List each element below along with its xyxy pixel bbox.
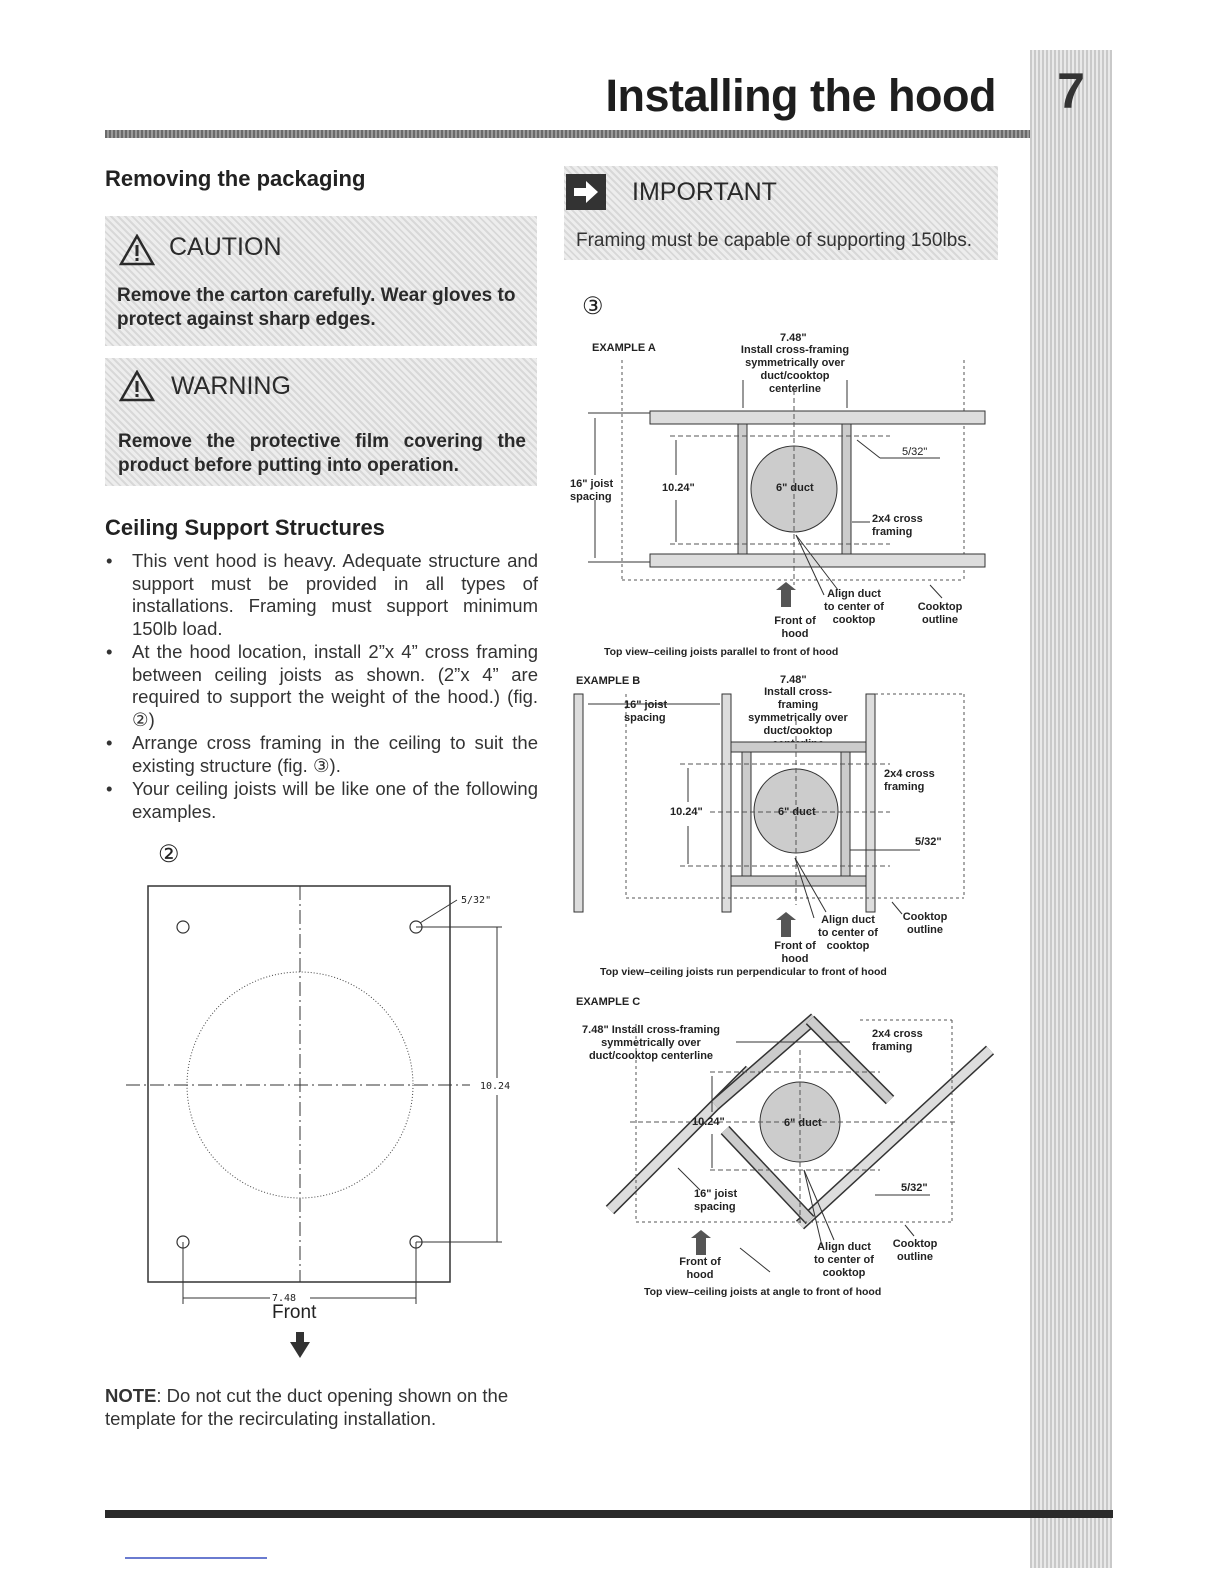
example-a-caption: Top view–ceiling joists parallel to front of hood [604,646,839,658]
example-c-caption: Top view–ceiling joists at angle to front of hood [644,1286,882,1298]
example-c-front: Front of hood [679,1256,721,1281]
figure-3-number: ③ [582,292,604,320]
example-c-cooktop: Cooktop outline [892,1238,938,1263]
footer-blue-bar [125,1557,267,1559]
arrow-right-icon [566,174,606,210]
example-a-label: EXAMPLE A [592,342,656,354]
header-rule [105,130,1030,138]
note-paragraph [105,1384,535,1430]
bullet-item: • This vent hood is heavy. Adequate structure and support must be provided in all types of installations. Framing must support minimum 150lb load. [104,550,538,640]
warning-triangle-icon [119,370,155,402]
example-b-dim-small: 5/32" [915,836,942,848]
example-b-dim-top: 7.48" [780,674,807,686]
example-a-align: Align duct to center of cooktop [824,588,884,626]
example-a-framing: 2x4 cross framing [872,513,923,538]
example-c-dim-small: 5/32" [901,1182,928,1194]
page-title: Installing the hood [605,70,996,121]
example-b-front: Front of hood [774,940,816,965]
example-a-dim-small: 5/32" [902,446,928,458]
example-c-joist: 16" joist spacing [694,1188,738,1213]
example-c-install-note: 7.48" Install cross-framing symmetrically over duct/cooktop centerline [582,1024,720,1062]
example-a-dim-top: 7.48" [780,332,807,344]
note-text: : Do not cut the duct opening shown on the template for the recirculating installation. [105,1385,509,1429]
fig2-dim-top: 5/32" [461,895,492,906]
example-a-install-note: Install cross-framing symmetrically over duct/cooktop centerline [740,344,850,395]
front-arrow-icon [290,1332,310,1358]
caution-triangle-icon [119,234,155,266]
bullet-item: • Arrange cross framing in the ceiling to suit the existing structure (fig. ③). [104,732,538,777]
warning-heading: WARNING [171,372,291,400]
important-heading: IMPORTANT [632,178,777,206]
example-c-framing: 2x4 cross framing [872,1028,923,1053]
page-tab [1030,50,1112,1568]
important-text: Framing must be capable of supporting 150lbs. [576,230,973,251]
example-a-duct: 6" duct [776,482,814,494]
warning-text: Remove the protective film covering the product before putting into operation. [118,431,526,476]
front-arrow-icon [776,582,796,607]
front-arrow-icon [776,912,796,937]
bullet-item: • At the hood location, install 2”x 4” cross framing between ceiling joists as shown. (2”x 4” are required to support the weight of the hood.) (fig. ②) [104,641,538,731]
caution-box [105,216,537,346]
example-a-dim-side: 10.24" [662,482,695,494]
example-b-align: Align duct to center of cooktop [818,914,878,952]
example-a-front: Front of hood [774,615,816,640]
example-c-dim-side: 10.24" [692,1116,725,1128]
example-b-dim-side: 10.24" [670,806,703,818]
ceiling-bullet-list [104,550,538,824]
bullet-item: • Your ceiling joists will be like one of the following examples. [104,778,538,823]
example-b-caption: Top view–ceiling joists run perpendicular to front of hood [600,966,887,978]
example-b-joist: 16" joist spacing [624,699,668,724]
example-c-align: Align duct to center of cooktop [814,1241,874,1279]
example-b-framing: 2x4 cross framing [884,768,935,793]
page-number: 7 [1057,63,1085,119]
example-b-install-note: Install cross-framing symmetrically over duct/cooktop [748,686,848,737]
example-b-cooktop: Cooktop outline [902,911,948,936]
figure-2-number: ② [158,840,180,868]
caution-heading: CAUTION [169,233,282,261]
example-a-diagram [560,350,1000,640]
example-c-label: EXAMPLE C [576,996,641,1008]
important-box [564,166,998,260]
caution-text: Remove the carton carefully. Wear gloves to protect against sharp edges. [117,285,516,330]
warning-box [105,358,537,486]
example-b-label: EXAMPLE B [576,675,641,687]
front-arrow-icon [691,1230,711,1255]
figure-2-template [120,880,540,1365]
footer-rule [105,1510,1113,1518]
example-c-duct: 6" duct [784,1117,822,1129]
fig2-dim-bottom: 7.48 [272,1293,297,1304]
fig2-front-label: Front [272,1302,317,1323]
example-a-cooktop: Cooktop outline [917,601,963,626]
example-a-joist: 16" joist spacing [570,478,614,503]
section-title-ceiling: Ceiling Support Structures [105,515,385,540]
example-b-duct: 6" duct [778,806,816,818]
note-label: NOTE [105,1385,157,1406]
fig2-dim-right: 10.24 [480,1081,511,1092]
section-title-packaging: Removing the packaging [105,166,366,191]
